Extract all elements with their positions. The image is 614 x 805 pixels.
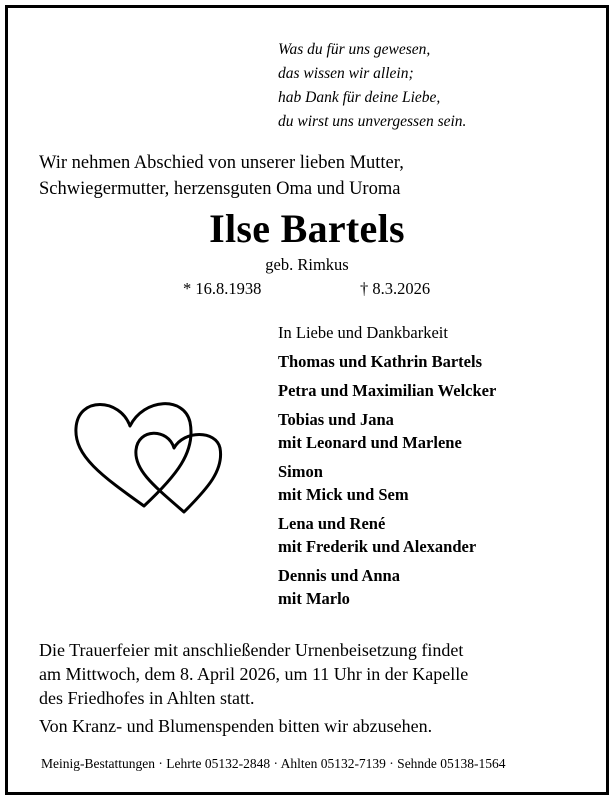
farewell-intro: [39, 150, 404, 202]
large-heart-outline: [76, 404, 191, 506]
death-date: † 8.3.2026: [360, 279, 431, 298]
funeral-service-info: [39, 638, 468, 710]
mourner-line: Tobias und Jana: [278, 410, 394, 429]
mourner-group: [278, 460, 496, 506]
memorial-poem: [278, 38, 466, 134]
mourner-line: mit Marlo: [278, 589, 350, 608]
poem-line: Was du für uns gewesen,: [278, 41, 431, 58]
farewell-intro-line: Wir nehmen Abschied von unserer lieben Mutter,: [39, 153, 404, 173]
mourner-group: [278, 512, 496, 558]
birth-date: * 16.8.1938: [183, 279, 262, 298]
poem-line: hab Dank für deine Liebe,: [278, 89, 441, 106]
two-interlocking-hearts-icon: [72, 384, 242, 524]
mourner-line: mit Mick und Sem: [278, 485, 409, 504]
service-line: Die Trauerfeier mit anschließender Urnenbeisetzung findet: [39, 640, 464, 660]
poem-line: das wissen wir allein;: [278, 65, 414, 82]
poem-line: du wirst uns unvergessen sein.: [278, 113, 467, 130]
service-line: am Mittwoch, dem 8. April 2026, um 11 Uhr in der Kapelle: [39, 664, 469, 684]
mourner-line: Dennis und Anna: [278, 566, 400, 585]
mourners-intro: In Liebe und Dankbarkeit: [278, 323, 448, 342]
mourner-line: Petra und Maximilian Welcker: [278, 381, 497, 400]
mourner-group: [278, 408, 496, 454]
mourner-group: [278, 379, 496, 402]
farewell-intro-line: Schwiegermutter, herzensguten Oma und Uroma: [39, 179, 401, 199]
mourner-line: mit Leonard und Marlene: [278, 433, 462, 452]
flowers-note: Von Kranz- und Blumenspenden bitten wir abzusehen.: [39, 716, 433, 736]
obituary-notice: [5, 5, 609, 795]
mourner-line: Thomas und Kathrin Bartels: [278, 352, 482, 371]
mourners-list: [278, 322, 496, 610]
mourner-line: mit Frederik und Alexander: [278, 537, 477, 556]
service-line: des Friedhofes in Ahlten statt.: [39, 688, 255, 708]
deceased-name: Ilse Bartels: [209, 206, 405, 251]
mourner-group: [278, 350, 496, 373]
funeral-home-contact: Meinig-Bestattungen · Lehrte 05132-2848 · Ahlten 05132-7139 · Sehnde 05138-1564: [41, 756, 506, 771]
maiden-name: geb. Rimkus: [265, 255, 349, 274]
mourner-group: [278, 564, 496, 610]
mourner-line: Lena und René: [278, 514, 386, 533]
mourner-line: Simon: [278, 462, 323, 481]
